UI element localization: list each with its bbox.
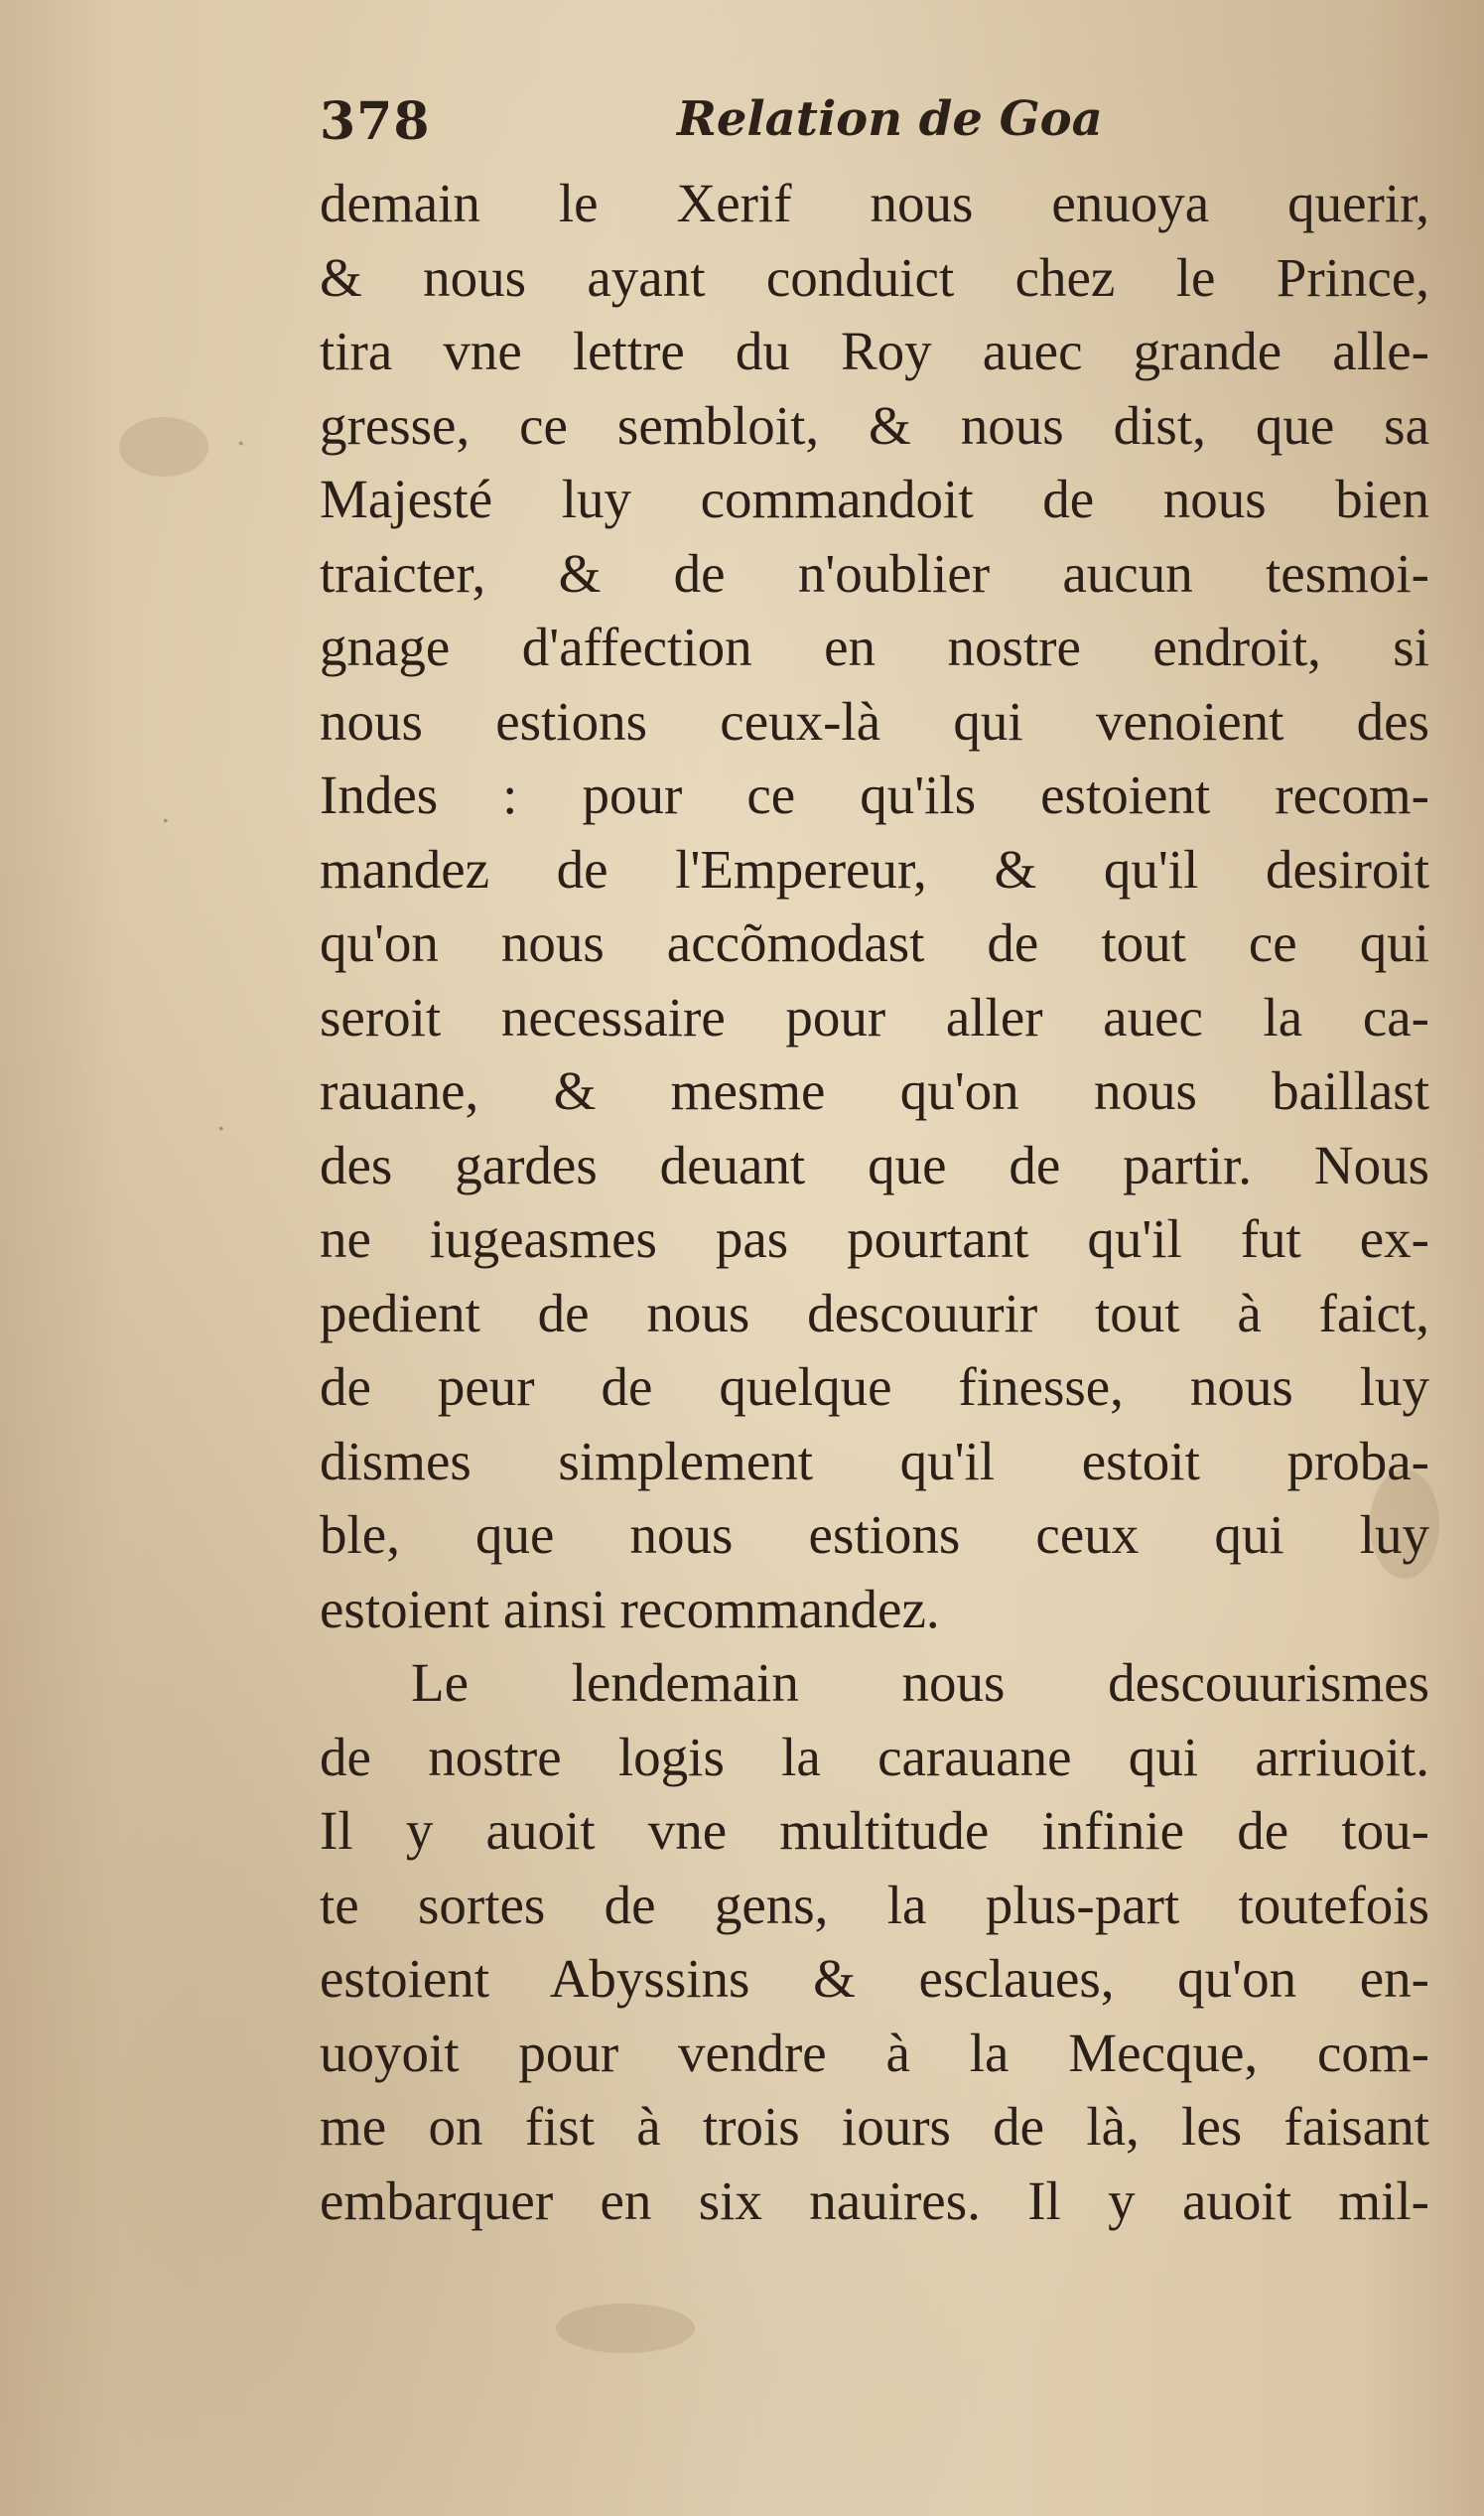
text-line: & nous ayant conduict chez le Prince, bbox=[320, 246, 1429, 308]
running-title: Relation de Goa bbox=[677, 91, 1103, 147]
text-line: demain le Xerif nous enuoya querir, bbox=[320, 173, 1429, 233]
text-line: nous estions ceux-là qui venoient des bbox=[320, 690, 1429, 752]
page-header bbox=[320, 91, 1412, 171]
text-line: Il y auoit vne multitude infinie de tou- bbox=[320, 1800, 1429, 1861]
text-line: te sortes de gens, la plus-part toutefois bbox=[320, 1874, 1429, 1935]
text-line: traicter, & de n'oublier aucun tesmoi- bbox=[320, 542, 1429, 604]
text-line: embarquer en six nauires. Il y auoit mil- bbox=[320, 2169, 1429, 2231]
text-line: mandez de l'Empereur, & qu'il desiroit bbox=[320, 838, 1429, 900]
text-line: seroit necessaire pour aller auec la ca- bbox=[320, 986, 1429, 1048]
paragraph-end-line: estoient ainsi recommandez. bbox=[320, 1578, 940, 1639]
text-line: ble, que nous estions ceux qui luy bbox=[320, 1504, 1429, 1565]
text-line: estoient Abyssins & esclaues, qu'on en- bbox=[320, 1948, 1429, 2009]
body-text bbox=[320, 167, 1429, 2238]
text-line: gresse, ce sembloit, & nous dist, que sa bbox=[320, 394, 1429, 456]
text-line: qu'on nous accõmodast de tout ce qui bbox=[320, 912, 1429, 973]
margin-dot: · bbox=[161, 804, 171, 839]
text-line: me on fist à trois iours de là, les faisant bbox=[320, 2096, 1429, 2157]
text-line: dismes simplement qu'il estoit proba- bbox=[320, 1430, 1429, 1491]
text-line: de nostre logis la carauane qui arriuoit. bbox=[320, 1726, 1429, 1787]
margin-dot: · bbox=[216, 1112, 226, 1147]
paragraph-start-line: Le lendemain nous descouurismes bbox=[411, 1652, 1429, 1713]
text-line: ne iugeasmes pas pourtant qu'il fut ex- bbox=[320, 1208, 1429, 1269]
text-line: gnage d'affection en nostre endroit, si bbox=[320, 617, 1429, 677]
text-line: Majesté luy commandoit de nous bien bbox=[320, 469, 1429, 529]
text-line: uoyoit pour vendre à la Mecque, com- bbox=[320, 2022, 1429, 2083]
text-line: Indes : pour ce qu'ils estoient recom- bbox=[320, 765, 1429, 825]
text-line: rauane, & mesme qu'on nous baillast bbox=[320, 1060, 1429, 1121]
page-number: 378 bbox=[320, 91, 431, 152]
text-line: tira vne lettre du Roy auec grande alle- bbox=[320, 321, 1429, 381]
text-line: de peur de quelque finesse, nous luy bbox=[320, 1356, 1429, 1417]
margin-dot: · bbox=[236, 427, 246, 462]
text-line: pedient de nous descouurir tout à faict, bbox=[320, 1282, 1429, 1343]
paper-stain bbox=[119, 417, 208, 477]
paper-stain bbox=[556, 2304, 695, 2353]
text-line: des gardes deuant que de partir. Nous bbox=[320, 1134, 1429, 1195]
